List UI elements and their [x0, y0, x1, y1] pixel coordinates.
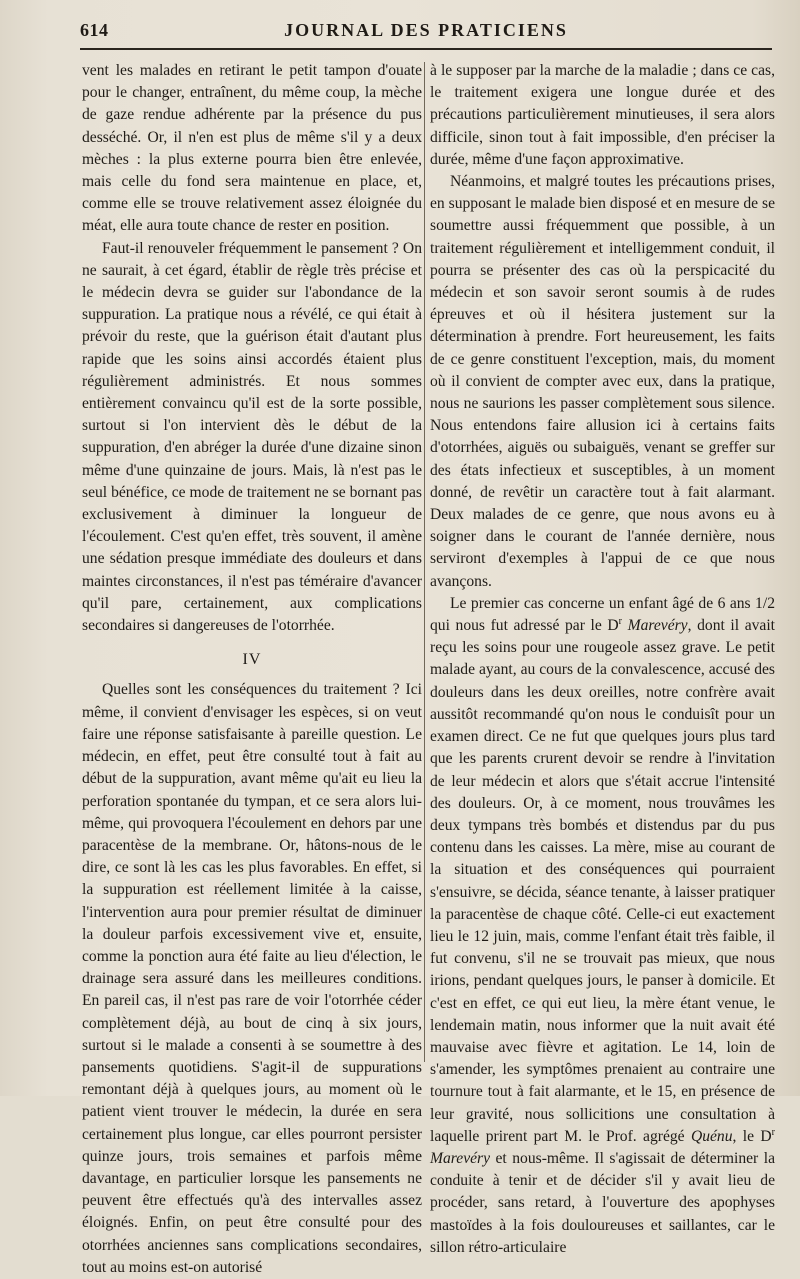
- text-run: et nous-même. Il s'agissait de déterminer la conduite à tenir et de décider s'il y avait lieu de procéder, sans retard, à l'ouverture des apophyses mastoïdes à la fois douloureuses et saillantes, car le sillon rétro-articulaire: [430, 1149, 775, 1256]
- text-run: , dont il avait reçu les soins pour une rougeole assez grave. Le petit malade ayant, au cours de la convalescence, accusé des douleurs dans les deux oreilles, notre confrère avait aussitôt recommandé qu'on nous le conduisît pour un examen direct. Ce ne fut que quelques jours plus tard que les parents crurent devoir se rendre à l'invitation de leur médecin et alors que s'était accrue l'intensité des douleurs. Or, à ce moment, nous trouvâmes les deux tympans très bombés et distendus par du pus contenu dans les caisses. La mère, mise au courant de la situation et des conséquences qui pourraient s'ensuivre, se décida, séance tenante, à laisser pratiquer la paracentèse de chaque côté. Celle-ci eut exactement lieu le 12 juin, mais, comme l'enfant était très faible, il fut convenu, s'il ne se trouvait pas mieux, que nous irions, pendant quelques jours, le panser à domicile. Et c'est en effet, ce qui eut lieu, la mère étant venue, le lendemain matin, nous informer que la nuit avait été mauvaise avec fièvre et agitation. Le 14, loin de s'amender, les symptômes prenaient au contraire une tournure tout à fait alarmante, et le 15, en présence de leur gravité, nous sollicitions une consultation à laquelle prirent part M. le Prof. agrégé: [430, 617, 775, 1145]
- text-run: , le D: [732, 1127, 772, 1145]
- superscript: r: [771, 1126, 775, 1138]
- paragraph: vent les malades en retirant le petit tampon d'ouate pour le changer, entraînent, du même coup, la mèche de gaze rendue adhérente par la présence du pus desséché. Or, il n'en est plus de même s'il y a deux mèches : la plus externe pourra bien être enlevée, mais celle du fond sera maintenue en place, et, comme elle se trouve relativement assez éloignée du méat, elle aura toute chance de rester en position.: [82, 62, 422, 235]
- person-name: Marevéry: [627, 617, 688, 635]
- section-heading: IV: [242, 651, 262, 669]
- person-name: Marevéry: [430, 1149, 491, 1167]
- paragraph: Néanmoins, et malgré toutes les précautions prises, en supposant le malade bien disposé et en mesure de se soumettre aussi fréquemment que possible, à un traitement régulièrement et intelligemment conduit, il pourra se présenter des cas où la perspicacité du médecin et son savoir seront soumis à de rudes épreuves et où il hésitera justement sur la détermination à prendre. Fort heureusement, les faits de ce genre constituent l'exception, mais, du moment où il convient de compter avec eux, dans la pratique, nous ne saurions les passer complètement sous silence. Nous entendons faire allusion ici à certains faits d'otorrhées, aiguës ou subaiguës, venant se greffer sur des états infectieux et susceptibles, à un moment donné, de revêtir un caractère tout à fait alarmant. Deux malades de ce genre, que nous avons eu à soigner dans le courant de l'année dernière, nous serviront d'exemples à l'appui de ce que nous avançons.: [430, 173, 775, 590]
- paragraph: Quelles sont les conséquences du traitement ? Ici même, il convient d'envisager les espèces, si on veut faire une réponse satisfaisante à pareille question. Le médecin, en effet, peut être consulté tout à fait au début de la suppuration, avant même qu'ait eu lieu la perforation spontanée du tympan, et ce sera alors lui-même, qui provoquera l'écoulement en dehors par une paracentèse de la membrane. Or, hâtons-nous de le dire, ce sont là les cas les plus favorables. En effet, si la suppuration est réellement limitée à la caisse, l'intervention aura pour premier résultat de diminuer la douleur parfois excessivement vive et, ensuite, comme la ponction aura été faite au lieu d'élection, le drainage sera assuré dans les meilleures conditions. En pareil cas, il n'est pas rare de voir l'otorrhée céder complètement déjà, au bout de cinq à six jours, surtout si le malade a consenti à se soumettre à des pansements quotidiens. S'agit-il de suppurations remontant déjà à quelques jours, au moment où le patient vient trouver le médecin, la durée en sera certainement plus longue, car elles pourront persister quinze jours, trois semaines et parfois même davantage, en particulier lorsque les pansements ne peuvent être effectués qu'à des intervalles assez éloignés. Enfin, on peut être consulté pour des otorrhées anciennes sans complications secondaires, tout au moins est-on autorisé: [82, 681, 422, 1276]
- superscript: r: [618, 615, 622, 627]
- paragraph: Faut-il renouveler fréquemment le pansement ? On ne saurait, à cet égard, établir de règle très précise et le médecin devra se guider sur l'abondance de la suppuration. La pratique nous a révélé, ce qui était à prévoir du reste, que la guérison était d'autant plus rapide que les soins ainsi accordés étaient plus régulièrement administrés. Et nous sommes entièrement convaincu qu'il est de la sorte possible, surtout si l'on intervient dès le début de la suppuration, d'en abréger la durée d'une dizaine sinon même d'une quinzaine de jours. Mais, là n'est pas le seul bénéfice, ce mode de traitement ne se bornant pas exclusivement à diminuer la longueur de l'écoulement. C'est qu'en effet, très souvent, il amène une sédation presque immédiate des douleurs et dans maintes circonstances, il n'est pas téméraire d'avancer qu'il pare, certainement, aux complications secondaires si dangereuses de l'otorrhée.: [82, 239, 422, 635]
- column-divider: [424, 62, 425, 1062]
- page-header: [80, 18, 772, 44]
- paragraph: [430, 593, 775, 1259]
- person-name: Quénu: [690, 1127, 733, 1145]
- text-run: Le premier cas concerne un enfant âgé de 6 ans 1/2 qui nous fut adressé par le D: [430, 594, 775, 635]
- right-column: [430, 60, 775, 1259]
- running-title: JOURNAL DES PRATICIENS: [284, 20, 568, 40]
- paragraph: à le supposer par la marche de la maladie ; dans ce cas, le traitement exigera une longue durée et des précautions particulièrement minutieuses, il sera alors difficile, sinon tout à fait impossible, d'en préciser la durée, même d'une façon approximative.: [430, 62, 775, 168]
- header-rule: [80, 48, 772, 50]
- page-number: 614: [80, 20, 109, 40]
- left-column: [82, 60, 422, 1279]
